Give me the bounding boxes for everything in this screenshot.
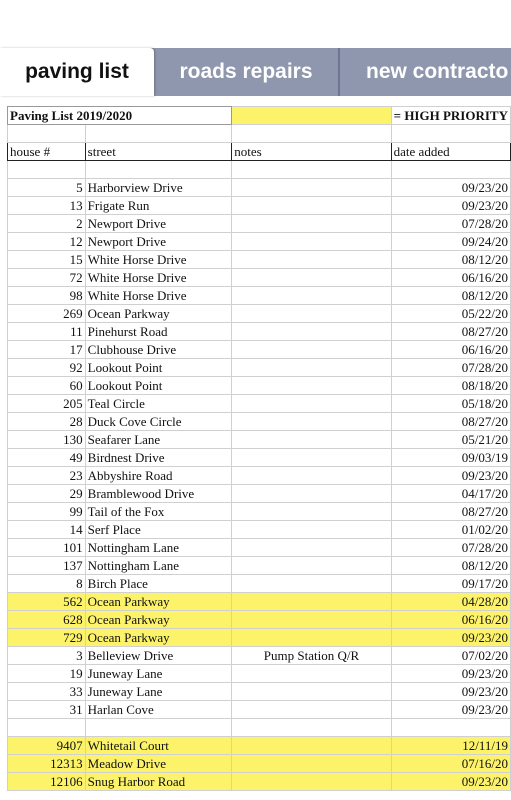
date-added-cell[interactable]: 07/16/20: [391, 755, 510, 773]
house-number-cell[interactable]: 33: [8, 683, 86, 701]
street-cell[interactable]: Nottingham Lane: [85, 557, 232, 575]
house-number-cell[interactable]: 729: [8, 629, 86, 647]
date-added-cell[interactable]: 01/02/20: [391, 521, 510, 539]
house-number-cell[interactable]: 98: [8, 287, 86, 305]
notes-cell[interactable]: [232, 215, 391, 233]
house-number-cell[interactable]: [8, 719, 86, 737]
street-cell[interactable]: Juneway Lane: [85, 683, 232, 701]
date-added-cell[interactable]: 09/23/20: [391, 467, 510, 485]
house-number-cell[interactable]: 628: [8, 611, 86, 629]
date-added-cell[interactable]: 05/22/20: [391, 305, 510, 323]
table-row[interactable]: [8, 287, 511, 305]
notes-cell[interactable]: [232, 701, 391, 719]
table-row[interactable]: [8, 305, 511, 323]
house-number-cell[interactable]: 99: [8, 503, 86, 521]
house-number-cell[interactable]: 2: [8, 215, 86, 233]
notes-cell[interactable]: [232, 737, 391, 755]
notes-cell[interactable]: [232, 251, 391, 269]
street-cell[interactable]: Abbyshire Road: [85, 467, 232, 485]
house-number-cell[interactable]: 12: [8, 233, 86, 251]
table-row[interactable]: [8, 359, 511, 377]
street-cell[interactable]: Belleview Drive: [85, 647, 232, 665]
date-added-cell[interactable]: 08/27/20: [391, 503, 510, 521]
date-added-cell[interactable]: 09/23/20: [391, 179, 510, 197]
table-row[interactable]: [8, 377, 511, 395]
date-added-cell[interactable]: 08/18/20: [391, 377, 510, 395]
street-cell[interactable]: Harlan Cove: [85, 701, 232, 719]
house-number-cell[interactable]: 562: [8, 593, 86, 611]
table-row[interactable]: [8, 719, 511, 737]
house-number-cell[interactable]: 28: [8, 413, 86, 431]
table-row[interactable]: [8, 179, 511, 197]
date-added-cell[interactable]: 04/28/20: [391, 593, 510, 611]
table-row[interactable]: [8, 431, 511, 449]
street-cell[interactable]: Duck Cove Circle: [85, 413, 232, 431]
date-added-cell[interactable]: 08/12/20: [391, 287, 510, 305]
sheet-tab-bar: [0, 0, 511, 96]
notes-cell[interactable]: [232, 719, 391, 737]
table-row[interactable]: [8, 611, 511, 629]
table-row[interactable]: [8, 539, 511, 557]
date-added-cell[interactable]: 09/23/20: [391, 683, 510, 701]
street-cell[interactable]: White Horse Drive: [85, 287, 232, 305]
notes-cell[interactable]: [232, 611, 391, 629]
table-row[interactable]: [8, 701, 511, 719]
table-row[interactable]: [8, 557, 511, 575]
house-number-cell[interactable]: 31: [8, 701, 86, 719]
column-header-street[interactable]: street: [85, 143, 232, 161]
house-number-cell[interactable]: 12313: [8, 755, 86, 773]
street-cell[interactable]: Birdnest Drive: [85, 449, 232, 467]
house-number-cell[interactable]: 11: [8, 323, 86, 341]
date-added-cell[interactable]: 07/02/20: [391, 647, 510, 665]
street-cell[interactable]: Whitetail Court: [85, 737, 232, 755]
house-number-cell[interactable]: 137: [8, 557, 86, 575]
street-cell[interactable]: White Horse Drive: [85, 251, 232, 269]
street-cell[interactable]: Ocean Parkway: [85, 593, 232, 611]
notes-cell[interactable]: [232, 593, 391, 611]
house-number-cell[interactable]: 9407: [8, 737, 86, 755]
street-cell[interactable]: Birch Place: [85, 575, 232, 593]
notes-cell[interactable]: [232, 485, 391, 503]
date-added-cell[interactable]: 12/11/19: [391, 737, 510, 755]
street-cell[interactable]: Tail of the Fox: [85, 503, 232, 521]
house-number-cell[interactable]: 15: [8, 251, 86, 269]
date-added-cell[interactable]: 05/18/20: [391, 395, 510, 413]
table-row[interactable]: [8, 449, 511, 467]
date-added-cell[interactable]: 09/23/20: [391, 665, 510, 683]
date-added-cell[interactable]: 08/12/20: [391, 557, 510, 575]
cell[interactable]: [8, 161, 86, 179]
column-header-date-added[interactable]: date added: [391, 143, 510, 161]
house-number-cell[interactable]: 19: [8, 665, 86, 683]
street-cell[interactable]: Harborview Drive: [85, 179, 232, 197]
street-cell[interactable]: Ocean Parkway: [85, 629, 232, 647]
notes-cell[interactable]: [232, 773, 391, 791]
cell[interactable]: [391, 161, 510, 179]
priority-color-swatch[interactable]: [232, 107, 391, 125]
table-row[interactable]: [8, 665, 511, 683]
table-row[interactable]: [8, 503, 511, 521]
date-added-cell[interactable]: 09/23/20: [391, 701, 510, 719]
sheet-title[interactable]: Paving List 2019/2020: [8, 107, 232, 125]
house-number-cell[interactable]: 269: [8, 305, 86, 323]
table-row[interactable]: [8, 521, 511, 539]
tab-new-contractors[interactable]: new contracto: [366, 60, 509, 83]
date-added-cell[interactable]: 08/12/20: [391, 251, 510, 269]
table-row[interactable]: [8, 251, 511, 269]
notes-cell[interactable]: [232, 341, 391, 359]
date-added-cell[interactable]: 08/27/20: [391, 323, 510, 341]
table-row[interactable]: [8, 233, 511, 251]
cell[interactable]: [391, 125, 510, 143]
notes-cell[interactable]: [232, 197, 391, 215]
house-number-cell[interactable]: 92: [8, 359, 86, 377]
notes-cell[interactable]: [232, 557, 391, 575]
date-added-cell[interactable]: 05/21/20: [391, 431, 510, 449]
notes-cell[interactable]: [232, 287, 391, 305]
tab-paving-list[interactable]: paving list: [0, 48, 154, 96]
street-cell[interactable]: Snug Harbor Road: [85, 773, 232, 791]
cell[interactable]: [232, 161, 391, 179]
street-cell[interactable]: Clubhouse Drive: [85, 341, 232, 359]
date-added-cell[interactable]: 06/16/20: [391, 611, 510, 629]
house-number-cell[interactable]: 17: [8, 341, 86, 359]
date-added-cell[interactable]: 08/27/20: [391, 413, 510, 431]
notes-cell[interactable]: [232, 431, 391, 449]
street-cell[interactable]: Seafarer Lane: [85, 431, 232, 449]
notes-cell[interactable]: [232, 323, 391, 341]
table-row[interactable]: [8, 755, 511, 773]
column-header-house[interactable]: house #: [8, 143, 86, 161]
notes-cell[interactable]: [232, 377, 391, 395]
notes-cell[interactable]: [232, 575, 391, 593]
notes-cell[interactable]: [232, 233, 391, 251]
notes-cell[interactable]: [232, 269, 391, 287]
street-cell[interactable]: Ocean Parkway: [85, 611, 232, 629]
table-row[interactable]: [8, 647, 511, 665]
notes-cell[interactable]: [232, 665, 391, 683]
house-number-cell[interactable]: 3: [8, 647, 86, 665]
table-row[interactable]: [8, 575, 511, 593]
table-row[interactable]: [8, 737, 511, 755]
date-added-cell[interactable]: 09/24/20: [391, 233, 510, 251]
notes-cell[interactable]: [232, 413, 391, 431]
table-row[interactable]: [8, 215, 511, 233]
house-number-cell[interactable]: 23: [8, 467, 86, 485]
date-added-cell[interactable]: 07/28/20: [391, 359, 510, 377]
table-row[interactable]: [8, 467, 511, 485]
house-number-cell[interactable]: 14: [8, 521, 86, 539]
table-row[interactable]: [8, 341, 511, 359]
notes-cell[interactable]: [232, 683, 391, 701]
house-number-cell[interactable]: 101: [8, 539, 86, 557]
street-cell[interactable]: Serf Place: [85, 521, 232, 539]
cell[interactable]: [85, 125, 232, 143]
street-cell[interactable]: White Horse Drive: [85, 269, 232, 287]
notes-cell[interactable]: [232, 503, 391, 521]
street-cell[interactable]: Bramblewood Drive: [85, 485, 232, 503]
house-number-cell[interactable]: 72: [8, 269, 86, 287]
date-added-cell[interactable]: 09/17/20: [391, 575, 510, 593]
date-added-cell[interactable]: 07/28/20: [391, 539, 510, 557]
street-cell[interactable]: Pinehurst Road: [85, 323, 232, 341]
column-header-notes[interactable]: notes: [232, 143, 391, 161]
notes-cell[interactable]: [232, 449, 391, 467]
house-number-cell[interactable]: 12106: [8, 773, 86, 791]
street-cell[interactable]: Juneway Lane: [85, 665, 232, 683]
date-added-cell[interactable]: [391, 719, 510, 737]
table-row[interactable]: [8, 323, 511, 341]
table-row[interactable]: [8, 683, 511, 701]
house-number-cell[interactable]: 29: [8, 485, 86, 503]
cell[interactable]: [232, 125, 391, 143]
date-added-cell[interactable]: 07/28/20: [391, 215, 510, 233]
table-row[interactable]: [8, 485, 511, 503]
house-number-cell[interactable]: 205: [8, 395, 86, 413]
date-added-cell[interactable]: 09/23/20: [391, 629, 510, 647]
notes-cell[interactable]: [232, 467, 391, 485]
house-number-cell[interactable]: 8: [8, 575, 86, 593]
notes-cell[interactable]: [232, 539, 391, 557]
table-row[interactable]: [8, 197, 511, 215]
priority-legend-label[interactable]: = HIGH PRIORITY: [391, 107, 510, 125]
street-cell[interactable]: Lookout Point: [85, 359, 232, 377]
table-row[interactable]: [8, 773, 511, 791]
street-cell[interactable]: Newport Drive: [85, 215, 232, 233]
date-added-cell[interactable]: 09/03/19: [391, 449, 510, 467]
notes-cell[interactable]: [232, 179, 391, 197]
house-number-cell[interactable]: 130: [8, 431, 86, 449]
cell[interactable]: [85, 161, 232, 179]
notes-cell[interactable]: Pump Station Q/R: [232, 647, 391, 665]
table-row[interactable]: [8, 593, 511, 611]
street-cell[interactable]: Frigate Run: [85, 197, 232, 215]
spreadsheet: [7, 106, 511, 791]
table-row[interactable]: [8, 629, 511, 647]
table-row[interactable]: [8, 395, 511, 413]
date-added-cell[interactable]: 06/16/20: [391, 341, 510, 359]
table-row[interactable]: [8, 269, 511, 287]
date-added-cell[interactable]: 09/23/20: [391, 773, 510, 791]
house-number-cell[interactable]: 60: [8, 377, 86, 395]
notes-cell[interactable]: [232, 629, 391, 647]
street-cell[interactable]: Meadow Drive: [85, 755, 232, 773]
notes-cell[interactable]: [232, 305, 391, 323]
cell[interactable]: [8, 125, 86, 143]
street-cell[interactable]: Nottingham Lane: [85, 539, 232, 557]
notes-cell[interactable]: [232, 521, 391, 539]
house-number-cell[interactable]: 5: [8, 179, 86, 197]
tab-roads-repairs[interactable]: roads repairs: [154, 48, 340, 96]
date-added-cell[interactable]: 09/23/20: [391, 197, 510, 215]
table-row[interactable]: [8, 413, 511, 431]
notes-cell[interactable]: [232, 755, 391, 773]
date-added-cell[interactable]: 06/16/20: [391, 269, 510, 287]
house-number-cell[interactable]: 13: [8, 197, 86, 215]
date-added-cell[interactable]: 04/17/20: [391, 485, 510, 503]
street-cell[interactable]: Teal Circle: [85, 395, 232, 413]
notes-cell[interactable]: [232, 359, 391, 377]
paving-table: [7, 106, 511, 791]
street-cell[interactable]: Ocean Parkway: [85, 305, 232, 323]
street-cell[interactable]: Lookout Point: [85, 377, 232, 395]
street-cell[interactable]: [85, 719, 232, 737]
house-number-cell[interactable]: 49: [8, 449, 86, 467]
street-cell[interactable]: Newport Drive: [85, 233, 232, 251]
notes-cell[interactable]: [232, 395, 391, 413]
